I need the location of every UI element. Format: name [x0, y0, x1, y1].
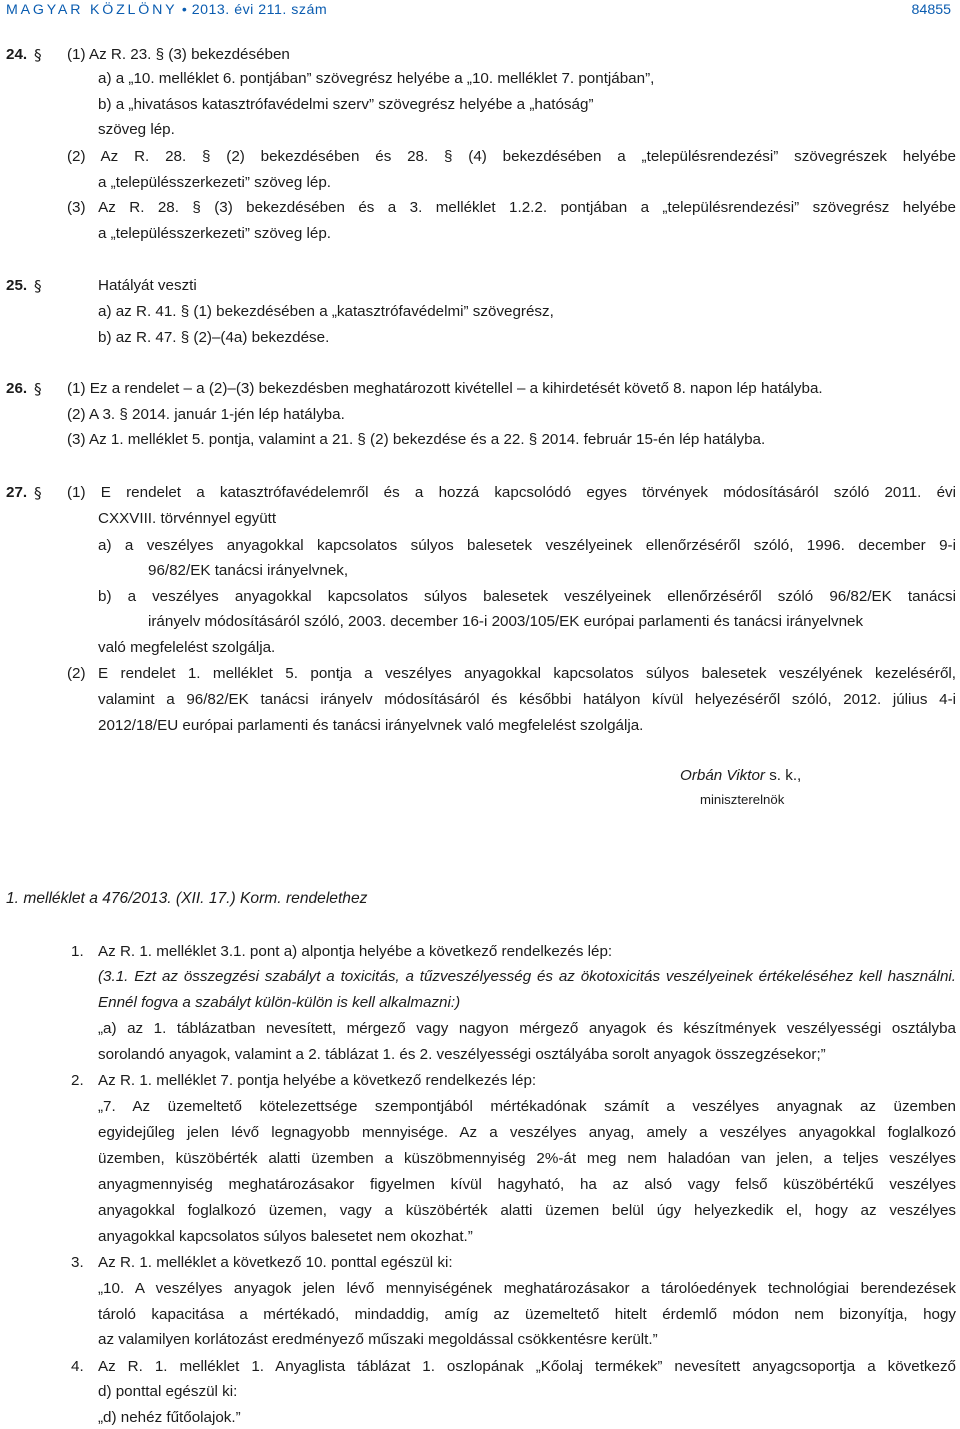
s27-item-b: b) a veszélyes anyagokkal kapcsolatos súlyos balesetek veszélyeinek ellenőrzéséről szóló 96/82/EK tanácsi [98, 588, 956, 605]
section-24-number: 24. [6, 46, 28, 63]
section-25-number: 25. [6, 277, 28, 294]
annex-item-2-intro: Az R. 1. melléklet 7. pontja helyébe a következő rendelkezés lép: [98, 1072, 537, 1089]
s27-para-2: (2) E rendelet 1. melléklet 5. pontja a veszélyes anyagokkal kapcsolatos súlyos balesetek veszélyének kezeléséről, [67, 665, 956, 682]
annex-item-4-intro-cont: d) ponttal egészül ki: [98, 1383, 238, 1400]
s24-para-1: (1) Az R. 23. § (3) bekezdésében [67, 46, 290, 63]
annex-item-4-intro: Az R. 1. melléklet 1. Anyaglista táblázat 1. oszlopának „Kőolaj termékek” nevesített anyagcsoportja a következő [98, 1358, 956, 1375]
annex-item-1-intro: Az R. 1. melléklet 3.1. pont a) alpontja helyébe a következő rendelkezés lép: [98, 943, 613, 960]
section-sign: § [34, 484, 42, 502]
annex-item-2-number: 2. [71, 1072, 84, 1089]
s27-para-1-cont: CXXVIII. törvénnyel együtt [98, 510, 277, 527]
s26-para-3: (3) Az 1. melléklet 5. pontja, valamint a 21. § (2) bekezdése és a 22. § 2014. február 15-én lép hatályba. [67, 431, 766, 448]
annex-item-2-text: anyagokkal foglalkozó üzemen, vagy a küszöbérték alatti üzemen belül úgy helyezkedik el, hogy az veszélyes [98, 1202, 956, 1219]
section-sign: § [34, 46, 42, 64]
s25-intro: Hatályát veszti [98, 277, 197, 294]
s25-item-a: a) az R. 41. § (1) bekezdésében a „katasztrófavédelmi” szövegrész, [98, 303, 554, 320]
annex-item-1-text-cont: sorolandó anyagok, valamint a 2. táblázat 1. és 2. veszélyességi osztályába sorolt anyagok összegzésekor;” [98, 1046, 826, 1063]
section-sign: § [34, 277, 42, 295]
s24-item-a: a) a „10. melléklet 6. pontjában” szövegrész helyébe a „10. melléklet 7. pontjában”, [98, 70, 655, 87]
annex-item-3-intro: Az R. 1. melléklet a következő 10. ponttal egészül ki: [98, 1254, 453, 1271]
s27-item-b-cont: irányelv módosításáról szóló, 2003. december 16-i 2003/105/EK európai parlamenti és tanácsi irányelvnek [148, 613, 864, 630]
s27-para-1: (1) E rendelet a katasztrófavédelemről és a hozzá kapcsolódó egyes törvények módosításáról szóló 2011. évi [67, 484, 956, 501]
s27-para-2-end: 2012/18/EU európai parlamenti és tanácsi irányelvnek való megfelelést szolgálja. [98, 717, 644, 734]
annex-item-2-text: üzemben, küszöbérték alatti üzemben a küszöbmennyiség 2%-át meg nem haladóan van jelen, a teljes veszélyes [98, 1150, 956, 1167]
s26-para-2: (2) A 3. § 2014. január 1-jén lép hatályba. [67, 406, 345, 423]
annex-item-2-text-end: anyagokkal kapcsolatos súlyos balesetet nem okozhat.” [98, 1228, 473, 1245]
signature-suffix: s. k., [764, 767, 802, 784]
section-26-number: 26. [6, 380, 28, 397]
annex-item-2-text: egyidejűleg jelen lévő legnagyobb mennyisége. Az a veszélyes anyag, amely a veszélyes anyagokkal foglalkozó [98, 1124, 956, 1141]
s27-item-a: a) a veszélyes anyagokkal kapcsolatos súlyos balesetek veszélyeinek ellenőrzéséről szóló, 1996. december 9-i [98, 537, 956, 554]
section-sign: § [34, 380, 42, 398]
s24-para-2-cont: a „településszerkezeti” szöveg lép. [98, 174, 331, 191]
s25-item-b: b) az R. 47. § (2)–(4a) bekezdése. [98, 329, 330, 346]
signatory-name: Orbán Viktor [680, 767, 765, 784]
issue-number: 2013. évi 211. szám [191, 2, 328, 18]
annex-item-2-text: anyagmennyiség meghatározásakor figyelmen kívül hagyható, ha az alsó vagy felső küszöbértékű veszélyes [98, 1176, 956, 1193]
s24-item-b-cont: szöveg lép. [98, 121, 175, 138]
journal-header: MAGYAR KÖZLÖNY • 2013. évi 211. szám [6, 2, 328, 18]
s27-para-1-end: való megfelelést szolgálja. [98, 639, 276, 656]
annex-item-3-number: 3. [71, 1254, 84, 1271]
annex-item-1-number: 1. [71, 943, 84, 960]
s24-para-2: (2) Az R. 28. § (2) bekezdésében és 28. § (4) bekezdésében a „településrendezési” szövegrészek helyébe [67, 148, 956, 165]
annex-item-1-text: „a) az 1. táblázatban nevesített, mérgező vagy nagyon mérgező anyagok és készítmények veszélyességi osztályba [98, 1020, 956, 1037]
s24-para-3-cont: a „településszerkezeti” szöveg lép. [98, 225, 331, 242]
page-number: 84855 [911, 2, 951, 18]
annex-item-4-number: 4. [71, 1358, 84, 1375]
annex-item-4-text: „d) nehéz fűtőolajok.” [98, 1409, 241, 1426]
s24-item-b: b) a „hivatásos katasztrófavédelmi szerv” szövegrész helyébe a „hatóság” [98, 96, 594, 113]
annex-item-2-text: „7. Az üzemeltető kötelezettsége szempontjából mértékadónak számít a veszélyes anyagnak az üzemben [98, 1098, 956, 1115]
annex-item-1-context-cont: Ennél fogva a szabályt külön-külön is kell alkalmazni:) [98, 994, 461, 1011]
signature-line [680, 766, 801, 786]
annex-title: 1. melléklet a 476/2013. (XII. 17.) Korm. rendelethez [6, 890, 368, 907]
section-27-number: 27. [6, 484, 28, 501]
annex-item-3-text-end: az valamilyen korlátozást eredményező műszaki megoldással csökkentésre került.” [98, 1331, 658, 1348]
journal-name: MAGYAR KÖZLÖNY [6, 2, 178, 18]
signatory-title: miniszterelnök [700, 792, 785, 807]
s27-item-a-cont: 96/82/EK tanácsi irányelvnek, [148, 562, 349, 579]
s26-para-1: (1) Ez a rendelet – a (2)–(3) bekezdésben meghatározott kivétellel – a kihirdetését követő 8. napon lép hatályba. [67, 380, 823, 397]
annex-item-1-context: (3.1. Ezt az összegzési szabályt a toxicitás, a tűzveszélyesség és az ökotoxicitás veszélyeinek értékeléséhez kell használni. [98, 968, 956, 985]
s27-para-2-cont: valamint a 96/82/EK tanácsi irányelv módosításáról és későbbi hatályon kívül helyezéséről szóló, 2012. július 4-i [98, 691, 956, 708]
annex-item-3-text: tároló kapacitása a mértékadó, mindaddig, amíg az üzemeltető hitelt érdemlő módon nem bizonyítja, hogy [98, 1306, 956, 1323]
s24-para-3: (3) Az R. 28. § (3) bekezdésében és a 3. melléklet 1.2.2. pontjában a „településrendezési” szövegrész helyébe [67, 199, 956, 216]
annex-item-3-text: „10. A veszélyes anyagok jelen lévő mennyiségének meghatározásakor a tárolóedények technológiai berendezések [98, 1280, 956, 1297]
